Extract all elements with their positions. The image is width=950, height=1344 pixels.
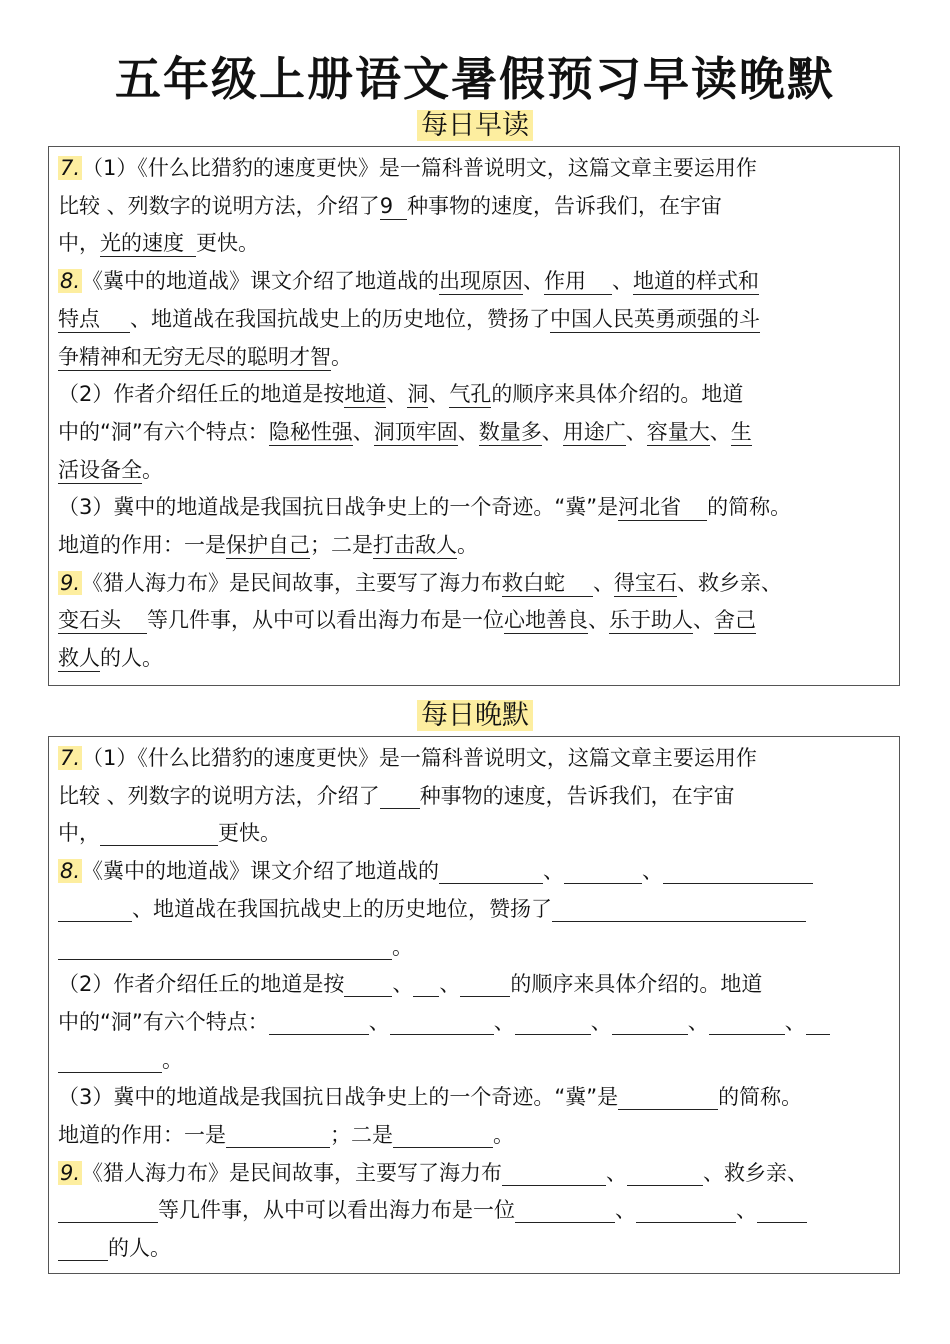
blank[interactable] [515, 1008, 591, 1035]
answer: 变石头 [58, 608, 147, 634]
blank[interactable] [636, 1196, 736, 1223]
answer: 光的速度 [100, 231, 196, 257]
line: （2）作者介绍任丘的地道是按地道、洞、气孔的顺序来具体介绍的。地道 [58, 382, 744, 407]
line: 特点 、地道战在我国抗战史上的历史地位，赞扬了中国人民英勇顽强的斗 [58, 306, 760, 331]
line: 地道的作用：一是保护自己；二是打击敌人。 [58, 533, 478, 558]
blank[interactable] [552, 895, 806, 922]
line: 中的“洞”有六个特点：隐秘性强、洞顶牢固、数量多、用途广、容量大、生 [58, 419, 752, 444]
morning-heading: 每日早读 [0, 106, 950, 146]
answer: 打击敌人 [373, 533, 457, 558]
answer: 生 [730, 419, 752, 444]
blank[interactable] [58, 1196, 158, 1223]
blank[interactable] [618, 1083, 718, 1110]
question-number: 7. [60, 746, 81, 770]
line: 7.（1）《什么比猎豹的速度更快》是一篇科普说明文，这篇文章主要运用作 [60, 156, 757, 180]
blank[interactable] [390, 1008, 494, 1035]
question-number: 7. [60, 156, 81, 180]
evening-heading: 每日晚默 [0, 696, 950, 736]
line: 比较 、列数字的说明方法，介绍了9 种事物的速度，告诉我们，在宇宙 [58, 193, 723, 218]
line: 9.《猎人海力布》是民间故事，主要写了海力布救白蛇 、得宝石、救乡亲、 [60, 570, 783, 595]
line: 8.《冀中的地道战》课文介绍了地道战的 、 、 [58, 853, 891, 891]
answer: 特点 [58, 307, 130, 333]
answer: 乐于助人 [609, 608, 693, 633]
line: 中， 更快。 [58, 821, 281, 846]
line: 争精神和无穷无尽的聪明才智。 [58, 344, 352, 369]
blank[interactable] [612, 1008, 688, 1035]
line: （2）作者介绍任丘的地道是按 、 、 的顺序来具体介绍的。地道 [58, 972, 763, 997]
blank[interactable] [564, 857, 642, 884]
line: 变石头 等几件事，从中可以看出海力布是一位心地善良、乐于助人、舍己 [58, 608, 756, 633]
question-number: 8. [60, 269, 81, 294]
blank[interactable] [100, 819, 218, 846]
answer: 容量大 [646, 419, 710, 444]
line: 8.《冀中的地道战》课文介绍了地道战的出现原因、作用 、地道的样式和 [60, 269, 760, 294]
blank[interactable] [58, 1234, 108, 1261]
answer: 争精神和无穷无尽的聪明才智 [58, 344, 331, 369]
line: 、地道战在我国抗战史上的历史地位，赞扬了 [58, 891, 891, 929]
blank[interactable] [269, 1008, 369, 1035]
blank[interactable] [757, 1196, 807, 1223]
question-number: 9. [60, 1160, 81, 1185]
answer: 舍己 [714, 608, 756, 633]
answer: 气孔 [449, 382, 492, 407]
line: 。 [58, 1042, 891, 1080]
line: 比较 、列数字的说明方法，介绍了 种事物的速度，告诉我们，在宇宙 [58, 783, 735, 808]
blank[interactable] [627, 1159, 703, 1186]
answer: 地道 [344, 382, 387, 407]
line: 等几件事，从中可以看出海力布是一位 、 、 [58, 1192, 891, 1230]
blank[interactable] [344, 970, 392, 997]
line: 9.《猎人海力布》是民间故事，主要写了海力布 、 、救乡亲、 [60, 1160, 809, 1185]
blank[interactable] [226, 1121, 330, 1148]
blank[interactable] [663, 857, 813, 884]
answer: 活设备全 [58, 457, 142, 482]
line: 中，光的速度 更快。 [58, 231, 259, 256]
question-number: 8. [60, 859, 81, 884]
answer: 数量多 [478, 419, 542, 444]
answer: 洞顶牢固 [373, 419, 458, 444]
answer: 用途广 [562, 419, 626, 444]
answer: 地道的样式和 [633, 269, 760, 294]
line: 中的“洞”有六个特点： 、 、 、 、 、 [58, 1004, 891, 1042]
line: （3）冀中的地道战是我国抗日战争史上的一个奇迹。“冀”是河北省 的简称。 [58, 495, 792, 520]
answer: 河北省 [618, 495, 707, 521]
line: 活设备全。 [58, 457, 163, 482]
answer: 保护自己 [226, 533, 310, 558]
blank[interactable] [58, 1046, 162, 1073]
blank[interactable] [709, 1008, 785, 1035]
blank[interactable] [380, 782, 420, 809]
page-title: 五年级上册语文暑假预习早读晚默 [115, 52, 835, 106]
line: 地道的作用：一是 ；二是 。 [58, 1123, 514, 1148]
answer: 出现原因 [439, 269, 524, 294]
answer: 洞 [407, 382, 429, 407]
answer: 救白蛇 [502, 571, 593, 597]
line: 救人的人。 [58, 646, 163, 671]
answer: 中国人民英勇顽强的斗 [550, 306, 760, 331]
answer: 得宝石 [614, 570, 678, 595]
line: （3）冀中的地道战是我国抗日战争史上的一个奇迹。“冀”是 的简称。 [58, 1085, 803, 1110]
blank[interactable] [393, 1121, 493, 1148]
blank[interactable] [58, 895, 132, 922]
blank[interactable] [413, 970, 439, 997]
answer: 心地善良 [504, 608, 588, 633]
blank[interactable] [515, 1196, 615, 1223]
blank[interactable] [439, 857, 543, 884]
answer: 隐秘性强 [268, 419, 353, 444]
morning-reading-box [48, 146, 900, 686]
blank[interactable] [460, 970, 510, 997]
answer: 作用 [544, 269, 612, 295]
question-number: 9. [60, 570, 81, 595]
blank[interactable] [58, 933, 392, 960]
answer: 9 [380, 194, 407, 220]
line: 7.（1）《什么比猎豹的速度更快》是一篇科普说明文，这篇文章主要运用作 [60, 746, 757, 770]
line: 的人。 [58, 1230, 891, 1268]
blank[interactable] [806, 1008, 830, 1035]
evening-dictation-box [48, 736, 900, 1274]
blank[interactable] [502, 1159, 606, 1186]
line: 。 [58, 929, 891, 967]
answer: 救人 [58, 646, 100, 671]
